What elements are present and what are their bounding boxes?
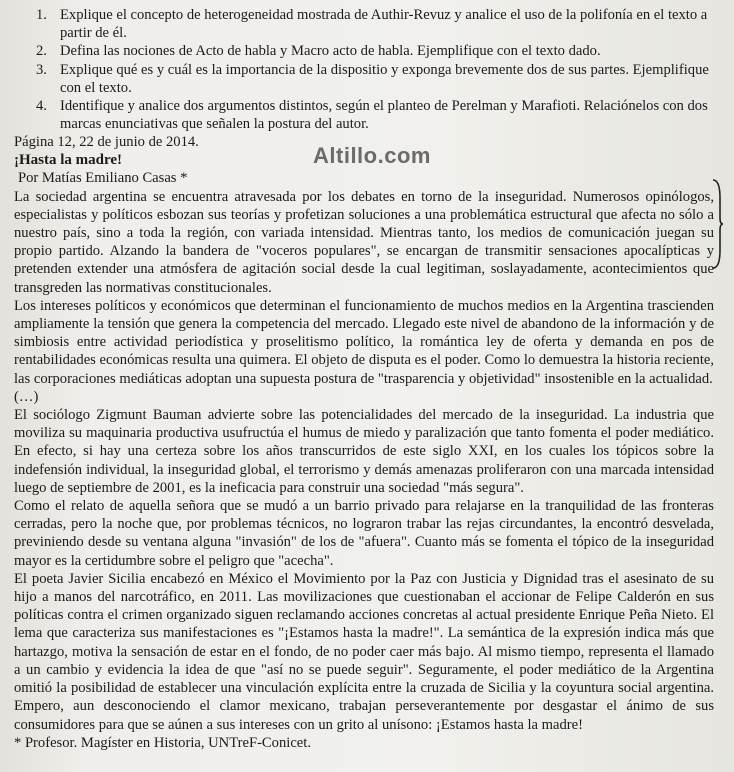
question-text: Explique el concepto de heterogeneidad mostrada de Authir-Revuz y analice el uso de la polifonía en el texto a partir de él. — [60, 7, 708, 42]
question-text: Identifique y analice dos argumentos distintos, según el planteo de Perelman y Marafioti. Relaciónelos con dos marcas enunciativas que señalen la postura del autor. — [60, 98, 708, 133]
question-item — [14, 6, 724, 42]
article-source: Página 12, 22 de junio de 2014. — [14, 134, 199, 150]
article-paragraph: La sociedad argentina se encuentra atravesada por los debates en torno de la inseguridad. Numerosos opinólogos, especialistas y políticos esbozan sus teorías y profetizan soluciones a una problemática estructural que afecta no sólo a nuestro país, sino a toda la región, con variada intensidad. Mientras tanto, los medios de comunicación juegan su propio partido. Alzando la bandera de "voceros populares", se encargan de transmitir sensaciones apocalípticas y pretenden extender una atmósfera de agitación social desde la cual legitiman, soslayadamente, acontecimientos que transgreden las normativas constitucionales. — [14, 188, 714, 296]
article-ellipsis: (…) — [14, 388, 39, 405]
article-paragraph: El poeta Javier Sicilia encabezó en México el Movimiento por la Paz con Justicia y Dignidad tras el asesinato de su hijo a manos del narcotráfico, en 2011. Las movilizaciones que cuestionaban el accionar de Felipe Calderón en sus políticas contra el crimen organizado siguen reclamando acciones concretas al actual presidente Enrique Peña Nieto. El lema que caracteriza sus manifestaciones es "¡Estamos hasta la madre!". La semántica de la expresión indica más que hartazgo, motiva la sensación de estar en el fondo, de no poder caer más bajo. Al mismo tiempo, representa el llamado a un cambio y evidencia la idea de que "así no se puede seguir". Seguramente, el poder mediático de la Argentina omitió la posibilidad de establecer una vinculación explícita entre la cruzada de Sicilia y la coyuntura social argentina. Empero, aun desconociendo el clamor mexicano, trabajan perseverantemente por desgastar el ánimo de sus consumidores para que se aúnen a sus intereses con un grito al unísono: ¡Estamos hasta la madre! — [14, 570, 714, 733]
article-footnote: * Profesor. Magíster en Historia, UNTreF-Conicet. — [14, 734, 311, 751]
article-paragraph: Como el relato de aquella señora que se mudó a un barrio privado para relajarse en la tranquilidad de las fronteras cerradas, pero la noche que, por problemas técnicos, no lograron trabar las rejas circundantes, la encontró desvelada, previniendo desde su ventana alguna "invasión" de los de "afuera". Cuanto más se fomenta el tópico de la inseguridad mayor es la certidumbre sobre el peligro que "acecha". — [14, 498, 714, 569]
question-number: 4. — [36, 98, 47, 115]
watermark-logo: Altillo.com — [313, 143, 431, 168]
question-number: 1. — [36, 7, 47, 23]
question-item — [14, 61, 724, 97]
question-number: 3. — [36, 61, 47, 78]
article-paragraph: El sociólogo Zigmunt Bauman advierte sobre las potencialidades del mercado de la inseguridad. La industria que moviliza su maquinaria productiva usufructúa el humus de miedo y paralización que tanto fomenta el poder mediático. En efecto, si hay una certeza sobre los años transcurridos de este siglo XXI, en los cuales los tópicos sobre la indefensión individual, la inseguridad global, el terrorismo y demás amenazas proliferaron con una marcada intensidad luego de septiembre de 2001, es la ineficacia para construir una sociedad "más segura". — [14, 407, 714, 496]
article-headline: ¡Hasta la madre! — [14, 152, 123, 169]
question-list — [14, 6, 724, 133]
question-item — [14, 42, 724, 60]
article-byline: Por Matías Emiliano Casas * — [18, 170, 188, 187]
question-text: Explique qué es y cuál es la importancia de la dispositio y exponga brevemente dos de sus partes. Ejemplifique con el texto. — [60, 61, 709, 96]
article — [14, 133, 714, 752]
article-paragraph: Los intereses políticos y económicos que determinan el funcionamiento de muchos medios en la Argentina trascienden ampliamente la tensión que genera la competencia del mercado. Llegado este nivel de abandono de la información y de simbiosis entre actividad periodística y proselitismo político, la romántica ley de oferta y demanda en pos de rentabilidades económicas resulta una quimera. El objeto de disputa es el poder. Como lo demuestra la historia reciente, las corporaciones mediáticas adoptan una supuesta postura de "trasparencia y objetividad" insostenible en la actualidad. — [14, 297, 714, 387]
question-text: Defina las nociones de Acto de habla y Macro acto de habla. Ejemplifique con el texto dado. — [60, 43, 601, 60]
handwritten-brace-mark — [712, 178, 724, 270]
question-item — [14, 97, 724, 133]
question-number: 2. — [36, 43, 47, 60]
